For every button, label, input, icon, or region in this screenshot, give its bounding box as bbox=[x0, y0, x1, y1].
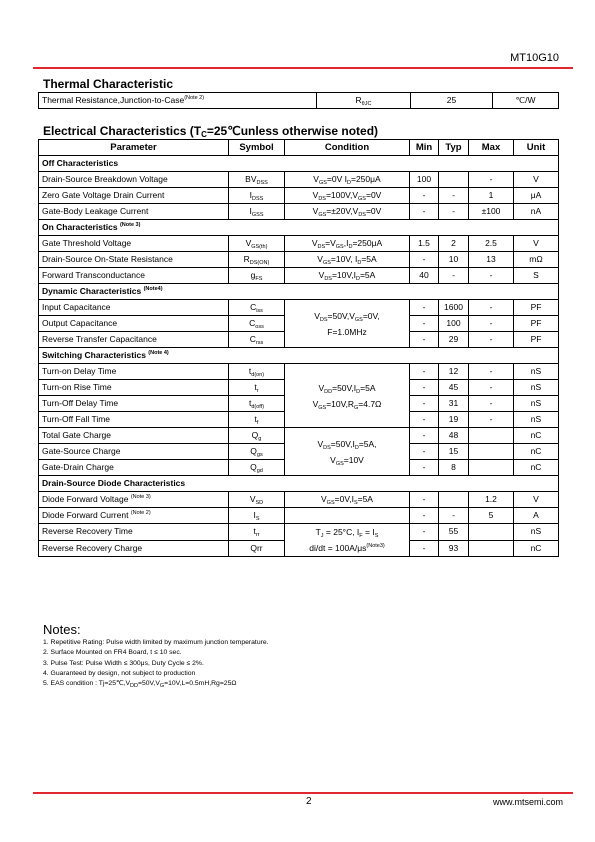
typ: 8 bbox=[439, 460, 469, 476]
electrical-table bbox=[38, 139, 559, 557]
max: - bbox=[469, 380, 514, 396]
symbol: $R_{DS(ON)}$ bbox=[229, 252, 285, 268]
thermal-param: Thermal Resistance,Junction-to-Case$^{(Note 2)}$ bbox=[39, 93, 317, 109]
unit: nS bbox=[514, 412, 559, 428]
min: - bbox=[410, 428, 439, 444]
unit: nS bbox=[514, 396, 559, 412]
param: Input Capacitance bbox=[39, 300, 229, 316]
typ: - bbox=[439, 268, 469, 284]
group-title-off: Off Characteristics bbox=[39, 156, 559, 172]
param: Turn-on Rise Time bbox=[39, 380, 229, 396]
param: Gate Threshold Voltage bbox=[39, 236, 229, 252]
min: - bbox=[410, 460, 439, 476]
typ: 15 bbox=[439, 444, 469, 460]
condition-switching: $V_{DD}=50V,I_D=5A$ $V_{GS}=10V,R_G=4.7\Omega$ bbox=[285, 364, 410, 428]
typ: 1600 bbox=[439, 300, 469, 316]
unit: PF bbox=[514, 332, 559, 348]
max bbox=[469, 540, 514, 557]
group-title-switching: Switching Characteristics $^{(Note 4)}$ bbox=[39, 348, 559, 364]
unit: nS bbox=[514, 380, 559, 396]
note-item: 4. Guaranteed by design, not subject to production bbox=[43, 669, 196, 677]
param: Turn-Off Fall Time bbox=[39, 412, 229, 428]
max bbox=[469, 428, 514, 444]
thermal-unit: ℃/W bbox=[493, 93, 559, 109]
table-row bbox=[39, 204, 559, 220]
table-row bbox=[39, 93, 559, 109]
unit: nC bbox=[514, 428, 559, 444]
typ: - bbox=[439, 508, 469, 524]
min: - bbox=[410, 396, 439, 412]
max bbox=[469, 444, 514, 460]
notes-title: Notes: bbox=[43, 622, 81, 637]
unit: V bbox=[514, 492, 559, 508]
thermal-title: Thermal Characteristic bbox=[43, 77, 174, 91]
param: Gate-Source Charge bbox=[39, 444, 229, 460]
symbol: $C_{iss}$ bbox=[229, 300, 285, 316]
col-header-symbol: Symbol bbox=[229, 140, 285, 156]
condition bbox=[285, 508, 410, 524]
param: Turn-on Delay Time bbox=[39, 364, 229, 380]
typ: - bbox=[439, 204, 469, 220]
max: - bbox=[469, 172, 514, 188]
note-item: 3. Pulse Test: Pulse Width ≤ 300μs, Duty Cycle ≤ 2%. bbox=[43, 659, 204, 667]
typ: 55 bbox=[439, 524, 469, 541]
typ: 93 bbox=[439, 540, 469, 557]
symbol: $V_{GS(th)}$ bbox=[229, 236, 285, 252]
col-header-unit: Unit bbox=[514, 140, 559, 156]
symbol: $BV_{DSS}$ bbox=[229, 172, 285, 188]
symbol: $t_{d(on)}$ bbox=[229, 364, 285, 380]
unit: V bbox=[514, 236, 559, 252]
max: - bbox=[469, 364, 514, 380]
table-row bbox=[39, 300, 559, 316]
group-row bbox=[39, 284, 559, 300]
unit: nC bbox=[514, 460, 559, 476]
unit: nC bbox=[514, 540, 559, 557]
param: Gate-Body Leakage Current bbox=[39, 204, 229, 220]
condition: $V_{DS}=10V,I_D=5A$ bbox=[285, 268, 410, 284]
header-divider bbox=[33, 67, 573, 69]
condition-gate-charge: $V_{DS}=50V,I_D=5A$, $V_{GS}=10V$ bbox=[285, 428, 410, 476]
unit: nC bbox=[514, 444, 559, 460]
table-row bbox=[39, 364, 559, 380]
condition: $V_{GS}=0V$ $I_D=250\mu A$ bbox=[285, 172, 410, 188]
group-row bbox=[39, 156, 559, 172]
max: - bbox=[469, 332, 514, 348]
condition-dynamic: $V_{DS}=50V,V_{GS}=0V$, F=1.0MHz bbox=[285, 300, 410, 348]
min: - bbox=[410, 364, 439, 380]
group-title-dynamic: Dynamic Characteristics $^{(Note4)}$ bbox=[39, 284, 559, 300]
param: Gate-Drain Charge bbox=[39, 460, 229, 476]
unit: PF bbox=[514, 316, 559, 332]
symbol: $t_r$ bbox=[229, 380, 285, 396]
min: - bbox=[410, 252, 439, 268]
table-header-row bbox=[39, 140, 559, 156]
unit: A bbox=[514, 508, 559, 524]
symbol: $g_{FS}$ bbox=[229, 268, 285, 284]
param: Zero Gate Voltage Drain Current bbox=[39, 188, 229, 204]
typ: 45 bbox=[439, 380, 469, 396]
col-header-max: Max bbox=[469, 140, 514, 156]
table-row bbox=[39, 524, 559, 541]
symbol: $t_f$ bbox=[229, 412, 285, 428]
symbol: $Q_{gs}$ bbox=[229, 444, 285, 460]
symbol: $V_{SD}$ bbox=[229, 492, 285, 508]
symbol: $Q_g$ bbox=[229, 428, 285, 444]
table-row bbox=[39, 508, 559, 524]
col-header-condition: Condition bbox=[285, 140, 410, 156]
note-item: 5. EAS condition : $Tj=25℃,V_{DD}=50V,V_G=10V,L=0.5mH,Rg=25\Omega$ bbox=[43, 680, 237, 690]
min: - bbox=[410, 300, 439, 316]
min: - bbox=[410, 444, 439, 460]
min: 100 bbox=[410, 172, 439, 188]
unit: μA bbox=[514, 188, 559, 204]
param: Drain-Source On-State Resistance bbox=[39, 252, 229, 268]
typ bbox=[439, 172, 469, 188]
max: 5 bbox=[469, 508, 514, 524]
unit: PF bbox=[514, 300, 559, 316]
max: - bbox=[469, 396, 514, 412]
param: Output Capacitance bbox=[39, 316, 229, 332]
max: 1 bbox=[469, 188, 514, 204]
param: Diode Forward Voltage $^{(Note 3)}$ bbox=[39, 492, 229, 508]
typ: 100 bbox=[439, 316, 469, 332]
electrical-title: Electrical Characteristics ($T_C=25℃unless$ otherwise noted) bbox=[43, 124, 379, 139]
max: - bbox=[469, 300, 514, 316]
max: - bbox=[469, 412, 514, 428]
group-title-on: On Characteristics $^{(Note 3)}$ bbox=[39, 220, 559, 236]
param: Drain-Source Breakdown Voltage bbox=[39, 172, 229, 188]
condition: $V_{GS}=\pm 20V,V_{DS}=0V$ bbox=[285, 204, 410, 220]
param: Forward Transconductance bbox=[39, 268, 229, 284]
table-row bbox=[39, 428, 559, 444]
max bbox=[469, 524, 514, 541]
param: Reverse Recovery Time bbox=[39, 524, 229, 541]
group-row bbox=[39, 348, 559, 364]
min: - bbox=[410, 524, 439, 541]
min: - bbox=[410, 380, 439, 396]
footer-divider bbox=[33, 792, 573, 794]
unit: nA bbox=[514, 204, 559, 220]
condition: $V_{GS}=10V$, $I_D=5A$ bbox=[285, 252, 410, 268]
typ: 2 bbox=[439, 236, 469, 252]
symbol: Qrr bbox=[229, 540, 285, 557]
thermal-value: 25 bbox=[411, 93, 493, 109]
min: 40 bbox=[410, 268, 439, 284]
table-row bbox=[39, 236, 559, 252]
symbol: $I_S$ bbox=[229, 508, 285, 524]
typ bbox=[439, 492, 469, 508]
unit: mΩ bbox=[514, 252, 559, 268]
min: - bbox=[410, 204, 439, 220]
page-number: 2 bbox=[306, 796, 312, 807]
condition-reverse-recovery: $T_J = 25^\circ C$, $I_F = I_S$ $di/dt = 100A/\mu s^{(Note3)}$ bbox=[285, 524, 410, 557]
typ: 31 bbox=[439, 396, 469, 412]
min: - bbox=[410, 316, 439, 332]
note-item: 1. Repetitive Rating: Pulse width limited by maximum junction temperature. bbox=[43, 639, 269, 646]
max bbox=[469, 460, 514, 476]
unit: nS bbox=[514, 524, 559, 541]
thermal-symbol: $R_{\theta JC}$ bbox=[317, 93, 411, 109]
typ: - bbox=[439, 188, 469, 204]
symbol: $C_{rss}$ bbox=[229, 332, 285, 348]
min: - bbox=[410, 492, 439, 508]
max: - bbox=[469, 316, 514, 332]
unit: nS bbox=[514, 364, 559, 380]
typ: 29 bbox=[439, 332, 469, 348]
param: Turn-Off Delay Time bbox=[39, 396, 229, 412]
typ: 12 bbox=[439, 364, 469, 380]
max: 1.2 bbox=[469, 492, 514, 508]
condition: $V_{GS}=0V,I_S=5A$ bbox=[285, 492, 410, 508]
part-number: MT10G10 bbox=[510, 52, 559, 64]
max: 2.5 bbox=[469, 236, 514, 252]
table-row bbox=[39, 268, 559, 284]
table-row bbox=[39, 172, 559, 188]
col-header-min: Min bbox=[410, 140, 439, 156]
table-row bbox=[39, 252, 559, 268]
param: Total Gate Charge bbox=[39, 428, 229, 444]
notes-list bbox=[43, 638, 269, 689]
typ: 19 bbox=[439, 412, 469, 428]
max: ±100 bbox=[469, 204, 514, 220]
param: Diode Forward Current $^{(Note 2)}$ bbox=[39, 508, 229, 524]
symbol: $I_{GSS}$ bbox=[229, 204, 285, 220]
group-title-diode: Drain-Source Diode Characteristics bbox=[39, 476, 559, 492]
unit: V bbox=[514, 172, 559, 188]
min: - bbox=[410, 508, 439, 524]
col-header-typ: Typ bbox=[439, 140, 469, 156]
symbol: $t_{rr}$ bbox=[229, 524, 285, 541]
condition: $V_{DS}=100V,V_{GS}=0V$ bbox=[285, 188, 410, 204]
typ: 10 bbox=[439, 252, 469, 268]
min: - bbox=[410, 332, 439, 348]
group-row bbox=[39, 476, 559, 492]
max: 13 bbox=[469, 252, 514, 268]
group-row bbox=[39, 220, 559, 236]
note-item: 2. Surface Mounted on FR4 Board, t ≤ 10 sec. bbox=[43, 649, 182, 657]
min: - bbox=[410, 188, 439, 204]
param: Reverse Recovery Charge bbox=[39, 540, 229, 557]
table-row bbox=[39, 188, 559, 204]
website-link[interactable]: www.mtsemi.com bbox=[492, 797, 563, 807]
unit: S bbox=[514, 268, 559, 284]
thermal-table bbox=[38, 92, 559, 109]
symbol: $Q_{gd}$ bbox=[229, 460, 285, 476]
symbol: $I_{DSS}$ bbox=[229, 188, 285, 204]
col-header-parameter: Parameter bbox=[39, 140, 229, 156]
min: - bbox=[410, 412, 439, 428]
max: - bbox=[469, 268, 514, 284]
min: - bbox=[410, 540, 439, 557]
typ: 48 bbox=[439, 428, 469, 444]
condition: $V_{DS}=V_{GS},I_D=250\mu A$ bbox=[285, 236, 410, 252]
symbol: $C_{oss}$ bbox=[229, 316, 285, 332]
min: 1.5 bbox=[410, 236, 439, 252]
table-row bbox=[39, 492, 559, 508]
symbol: $t_{d(off)}$ bbox=[229, 396, 285, 412]
param: Reverse Transfer Capacitance bbox=[39, 332, 229, 348]
